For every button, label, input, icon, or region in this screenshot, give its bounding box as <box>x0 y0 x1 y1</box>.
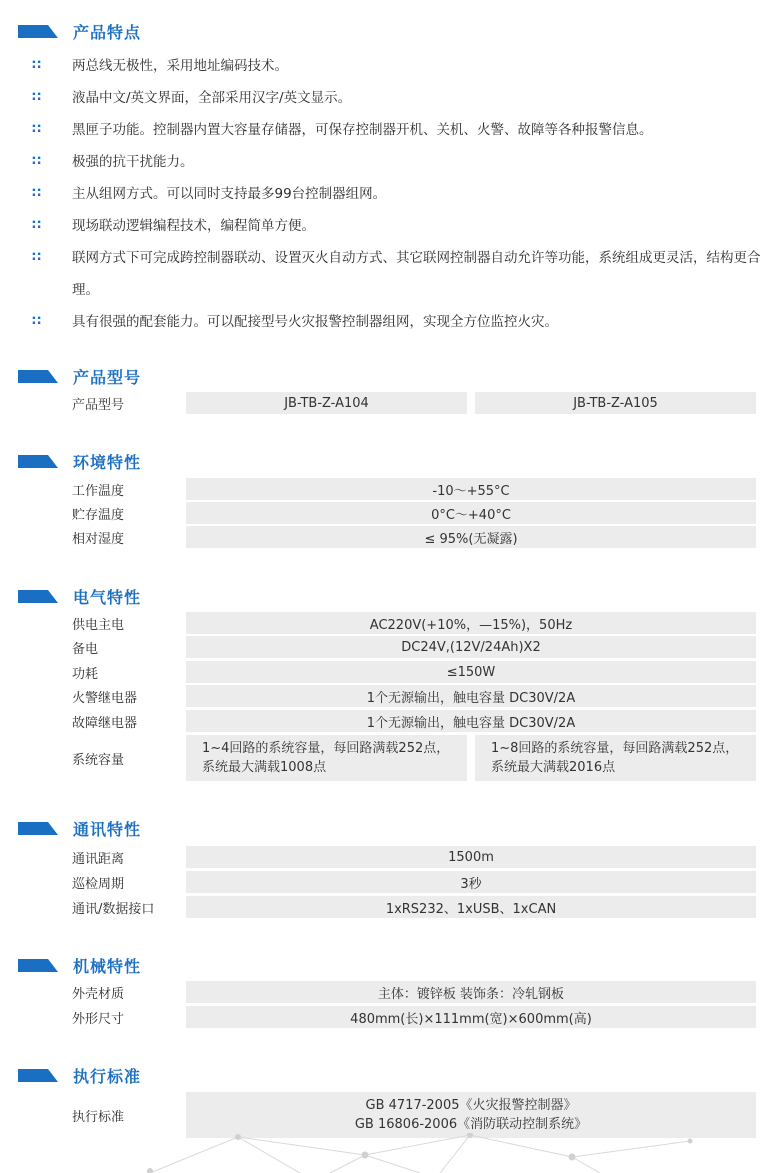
spec-row <box>72 502 756 524</box>
spec-value: AC220V(+10%，—15%)，50Hz <box>186 612 756 634</box>
spec-row <box>72 526 756 548</box>
section-marker-icon <box>18 370 58 383</box>
section-title: 环境特性 <box>73 452 142 472</box>
spec-row <box>72 1006 756 1028</box>
section-marker-icon <box>18 455 58 468</box>
bullet-icon: ∷ <box>32 58 41 73</box>
list-item: ∷ 极强的抗干扰能力。 <box>32 146 762 178</box>
bullet-icon: ∷ <box>32 90 41 105</box>
spec-label: 外壳材质 <box>72 986 125 1002</box>
section-title: 机械特性 <box>73 956 142 976</box>
section-marker-icon <box>18 590 58 603</box>
spec-row <box>72 871 756 893</box>
spec-row <box>72 710 756 732</box>
spec-value: 480mm(长)×111mm(宽)×600mm(高) <box>186 1006 756 1028</box>
spec-value: ≤150W <box>186 661 756 683</box>
spec-value: 0°C～+40°C <box>186 502 756 524</box>
list-item: ∷ 液晶中文/英文界面，全部采用汉字/英文显示。 <box>32 82 762 114</box>
list-item: ∷ 黑匣子功能。控制器内置大容量存储器，可保存控制器开机、关机、火警、故障等各种报警信息。 <box>32 114 762 146</box>
section-header-std <box>18 1064 141 1086</box>
spec-label: 功耗 <box>72 666 99 682</box>
spec-row <box>72 478 756 500</box>
spec-value: ≤ 95%(无凝露) <box>186 526 756 548</box>
bullet-icon: ∷ <box>32 154 41 169</box>
spec-row <box>72 661 756 683</box>
spec-value: -10～+55°C <box>186 478 756 500</box>
spec-label: 工作温度 <box>72 483 125 499</box>
spec-value: 1个无源输出，触电容量 DC30V/2A <box>186 685 756 707</box>
spec-value: 主体：镀锌板 装饰条：冷轧钢板 <box>186 981 756 1003</box>
section-title: 电气特性 <box>73 587 142 607</box>
section-marker-icon <box>18 822 58 835</box>
spec-label: 相对湿度 <box>72 531 125 547</box>
section-header-features <box>18 20 141 42</box>
list-item: ∷ 联网方式下可完成跨控制器联动、设置灭火自动方式、其它联网控制器自动允许等功能，系统组成更灵活，结构更合理。 <box>32 242 762 306</box>
section-title: 产品型号 <box>73 367 142 387</box>
bullet-icon: ∷ <box>32 122 41 137</box>
spec-row-standard <box>72 1092 756 1138</box>
spec-row <box>72 685 756 707</box>
section-title: 执行标准 <box>73 1066 142 1086</box>
spec-value: JB-TB-Z-A104 <box>186 392 467 414</box>
bullet-icon: ∷ <box>32 186 41 201</box>
spec-label: 故障继电器 <box>72 715 138 731</box>
section-header-env <box>18 450 141 472</box>
section-header-model <box>18 365 141 387</box>
spec-row <box>72 612 756 634</box>
section-header-elec <box>18 585 141 607</box>
spec-row-capacity <box>72 735 756 781</box>
bullet-icon: ∷ <box>32 250 41 265</box>
spec-value: 3秒 <box>186 871 756 893</box>
section-header-comm <box>18 817 141 839</box>
feature-list <box>32 50 762 338</box>
spec-value: DC24V,(12V/24Ah)X2 <box>186 636 756 658</box>
spec-label: 贮存温度 <box>72 507 125 523</box>
list-item: ∷ 现场联动逻辑编程技术，编程简单方便。 <box>32 210 762 242</box>
network-background-graphic <box>0 1133 772 1173</box>
spec-value: JB-TB-Z-A105 <box>475 392 756 414</box>
spec-value: 1个无源输出，触电容量 DC30V/2A <box>186 710 756 732</box>
spec-value: 1~4回路的系统容量，每回路满载252点， 系统最大满载1008点 <box>186 735 467 781</box>
list-item: ∷ 主从组网方式。可以同时支持最多99台控制器组网。 <box>32 178 762 210</box>
spec-row <box>72 896 756 918</box>
section-title: 通讯特性 <box>73 819 142 839</box>
spec-label: 外形尺寸 <box>72 1011 125 1027</box>
spec-label: 产品型号 <box>72 397 125 413</box>
spec-label: 备电 <box>72 641 99 657</box>
list-item: ∷ 两总线无极性，采用地址编码技术。 <box>32 50 762 82</box>
spec-row <box>72 846 756 868</box>
spec-label: 通讯/数据接口 <box>72 901 155 917</box>
spec-label: 执行标准 <box>72 1109 125 1125</box>
spec-row <box>72 981 756 1003</box>
spec-label: 通讯距离 <box>72 851 125 867</box>
spec-label: 巡检周期 <box>72 876 125 892</box>
spec-value: 1xRS232、1xUSB、1xCAN <box>186 896 756 918</box>
list-item: ∷ 具有很强的配套能力。可以配接型号火灾报警控制器组网，实现全方位监控火灾。 <box>32 306 762 338</box>
section-marker-icon <box>18 1069 58 1082</box>
spec-label: 系统容量 <box>72 752 125 768</box>
spec-label: 火警继电器 <box>72 690 138 706</box>
spec-row-model <box>72 392 756 414</box>
spec-value: GB 4717-2005《火灾报警控制器》 GB 16806-2006《消防联动控制系统》 <box>186 1092 756 1138</box>
spec-row <box>72 636 756 658</box>
section-marker-icon <box>18 959 58 972</box>
section-header-mech <box>18 954 141 976</box>
bullet-icon: ∷ <box>32 314 41 329</box>
section-title: 产品特点 <box>73 22 142 42</box>
spec-label: 供电主电 <box>72 617 125 633</box>
bullet-icon: ∷ <box>32 218 41 233</box>
section-marker-icon <box>18 25 58 38</box>
spec-value: 1~8回路的系统容量，每回路满载252点， 系统最大满载2016点 <box>475 735 756 781</box>
spec-value: 1500m <box>186 846 756 868</box>
